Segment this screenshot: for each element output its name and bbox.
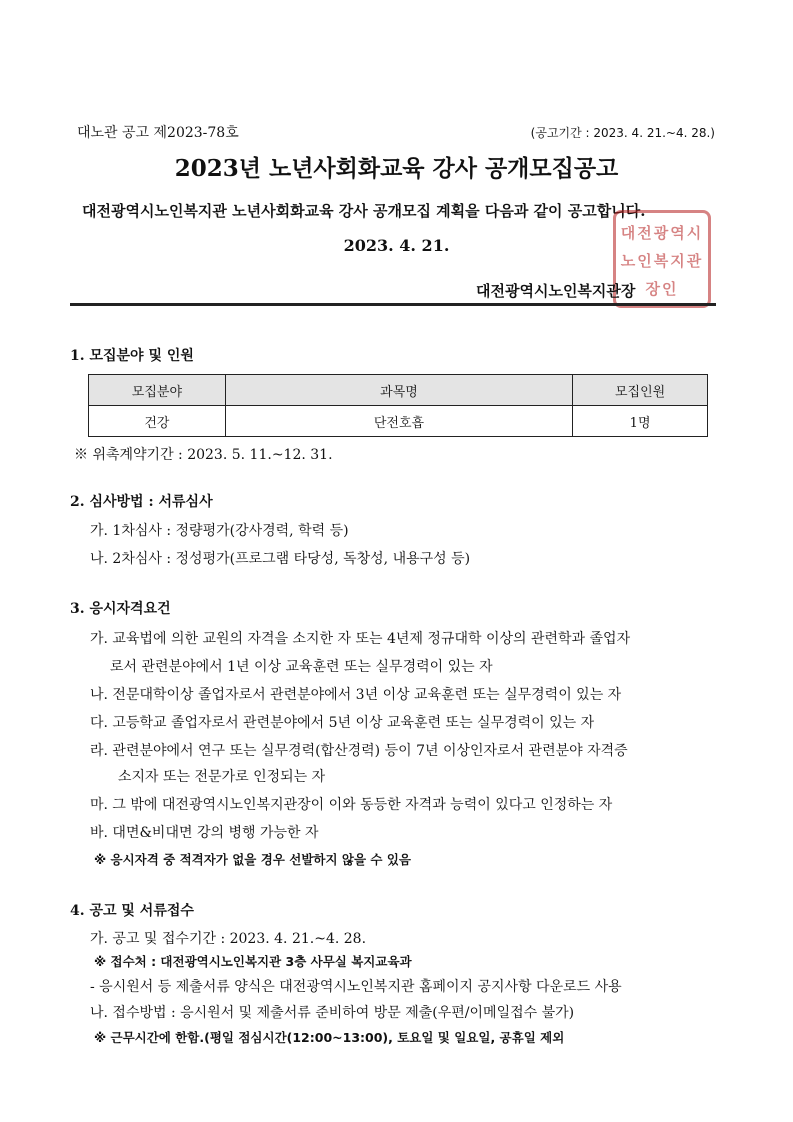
- list-item: 나. 접수방법 : 응시원서 및 제출서류 준비하여 방문 제출(우편/이메일접수 불가): [90, 1005, 575, 1021]
- table-cell: 건강: [89, 406, 226, 437]
- section3-heading: 3. 응시자격요건: [70, 601, 171, 617]
- section4-heading: 4. 공고 및 서류접수: [70, 903, 194, 919]
- list-item: 바. 대면&비대면 강의 병행 가능한 자: [90, 825, 319, 841]
- submission-place-note: ※ 접수처 : 대전광역시노인복지관 3층 사무실 복지교육과: [94, 954, 412, 969]
- issuer-name: 대전광역시노인복지관장: [476, 282, 636, 300]
- table-header-cell: 모집인원: [573, 375, 708, 406]
- table-header-cell: 모집분야: [89, 375, 226, 406]
- list-item: 나. 전문대학이상 졸업자로서 관련분야에서 3년 이상 교육훈련 또는 실무경력이 있는 자: [90, 687, 622, 703]
- notice-period: (공고기간 : 2023. 4. 21.~4. 28.): [530, 126, 715, 140]
- table-header-row: [89, 375, 708, 406]
- list-item: 가. 공고 및 접수기간 : 2023. 4. 21.~4. 28.: [90, 931, 367, 947]
- official-seal-stamp: 대전광역시노인복지관장인: [613, 210, 711, 308]
- list-item: 라. 관련분야에서 연구 또는 실무경력(합산경력) 등이 7년 이상인자로서 관련분야 자격증: [90, 743, 628, 759]
- table-cell: 1명: [573, 406, 708, 437]
- table-row: [89, 406, 708, 437]
- section2-heading: 2. 심사방법 : 서류심사: [70, 494, 213, 510]
- list-item: 로서 관련분야에서 1년 이상 교육훈련 또는 실무경력이 있는 자: [110, 659, 493, 675]
- header-divider: [70, 303, 716, 306]
- list-item: 가. 1차심사 : 정량평가(강사경력, 학력 등): [90, 523, 349, 539]
- table-header-cell: 과목명: [225, 375, 572, 406]
- notice-number: 대노관 공고 제2023-78호: [77, 125, 239, 141]
- document-title: 2023년 노년사회화교육 강사 공개모집공고: [174, 155, 619, 182]
- list-item: - 응시원서 등 제출서류 양식은 대전광역시노인복지관 홈페이지 공지사항 다운로드 사용: [90, 979, 622, 995]
- list-item: 다. 고등학교 졸업자로서 관련분야에서 5년 이상 교육훈련 또는 실무경력이 있는 자: [90, 715, 595, 731]
- intro-text: 대전광역시노인복지관 노년사회화교육 강사 공개모집 계획을 다음과 같이 공고합니다.: [82, 202, 646, 220]
- section1-heading: 1. 모집분야 및 인원: [70, 348, 194, 364]
- notice-date: 2023. 4. 21.: [343, 236, 450, 255]
- list-item: 소지자 또는 전문가로 인정되는 자: [118, 769, 326, 785]
- table-cell: 단전호흡: [225, 406, 572, 437]
- list-item: 가. 교육법에 의한 교원의 자격을 소지한 자 또는 4년제 정규대학 이상의 관련학과 졸업자: [90, 631, 631, 647]
- contract-period-note: ※ 위촉계약기간 : 2023. 5. 11.~12. 31.: [74, 447, 333, 463]
- recruitment-table: [88, 374, 708, 437]
- list-item: 나. 2차심사 : 정성평가(프로그램 타당성, 독창성, 내용구성 등): [90, 551, 471, 567]
- eligibility-note: ※ 응시자격 중 적격자가 없을 경우 선발하지 않을 수 있음: [94, 852, 411, 867]
- working-hours-note: ※ 근무시간에 한함.(평일 점심시간(12:00~13:00), 토요일 및 일요일, 공휴일 제외: [94, 1030, 565, 1045]
- list-item: 마. 그 밖에 대전광역시노인복지관장이 이와 동등한 자격과 능력이 있다고 인정하는 자: [90, 797, 613, 813]
